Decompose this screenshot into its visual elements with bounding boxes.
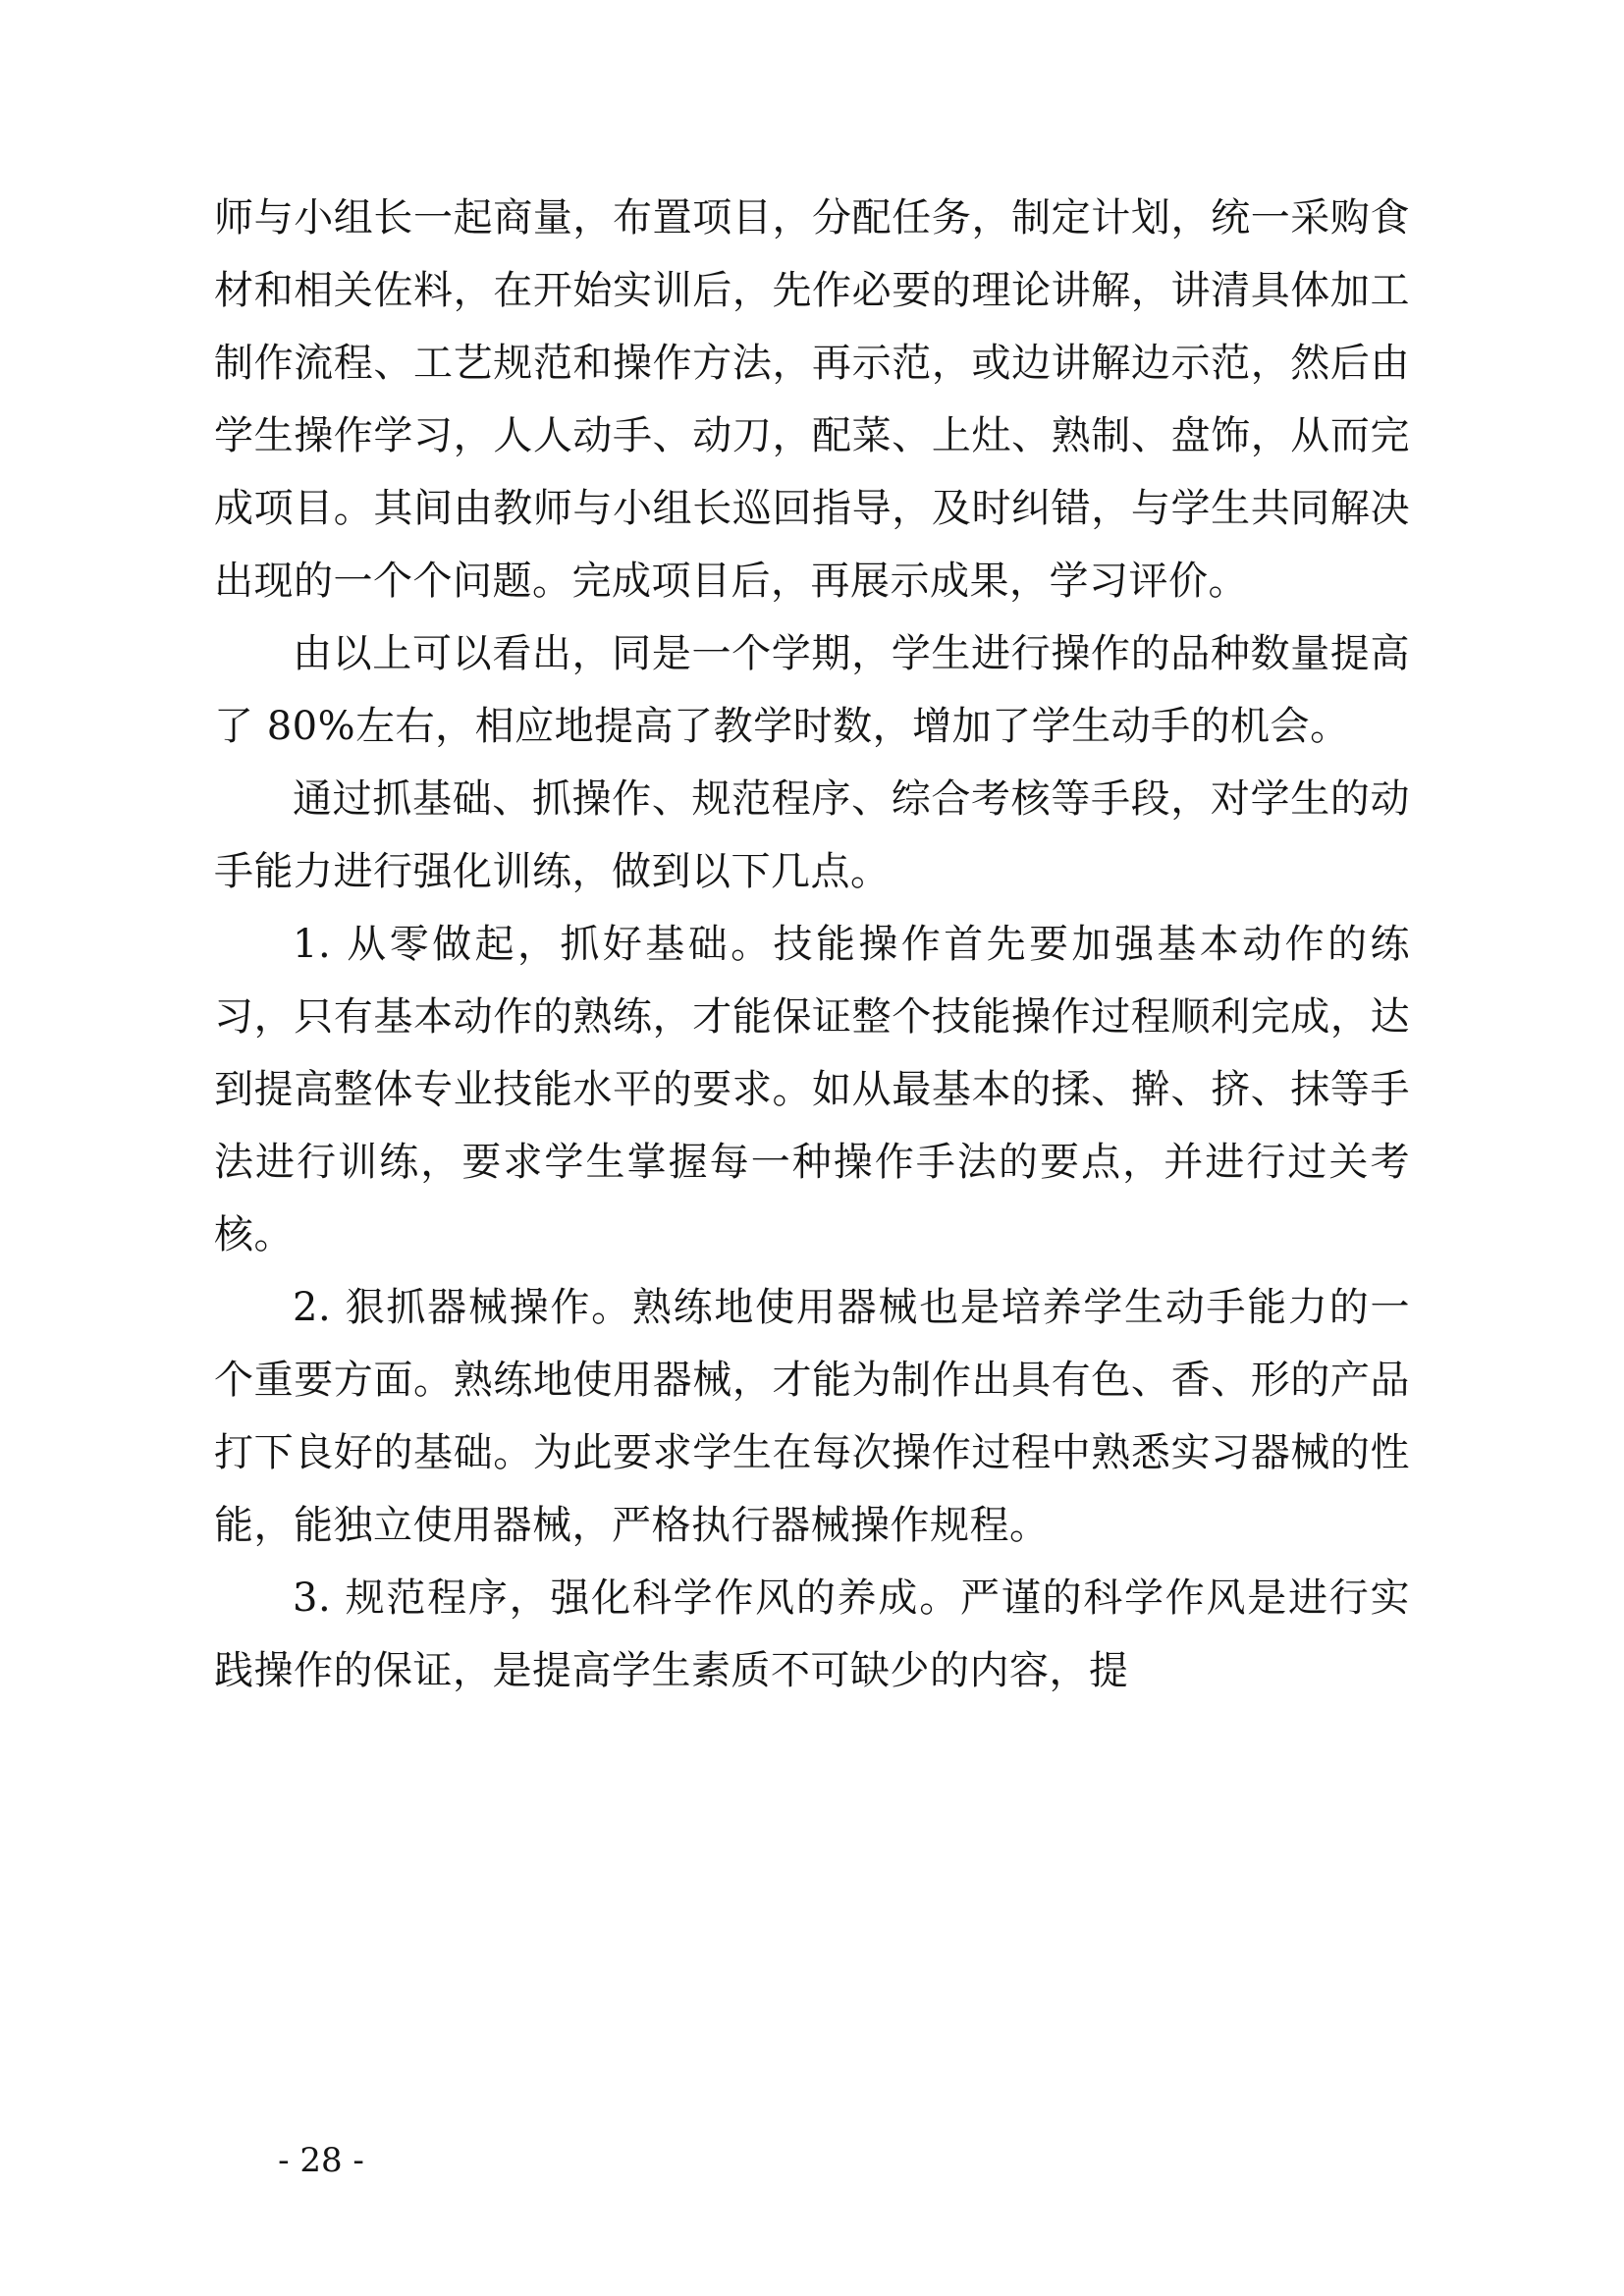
page-body — [214, 182, 1410, 1707]
paragraph-item-1: 1. 从零做起，抓好基础。技能操作首先要加强基本动作的练习，只有基本动作的熟练，才能保证整个技能操作过程顺利完成，达到提高整体专业技能水平的要求。如从最基本的揉、擀、挤、抹等手法进行训练，要求学生掌握每一种操作手法的要点，并进行过关考核。 — [214, 922, 1410, 1257]
paragraph-continuation: 师与小组长一起商量，布置项目，分配任务，制定计划，统一采购食材和相关佐料，在开始实训后，先作必要的理论讲解，讲清具体加工制作流程、工艺规范和操作方法，再示范，或边讲解边示范，然后由学生操作学习，人人动手、动刀，配菜、上灶、熟制、盘饰，从而完成项目。其间由教师与小组长巡回指导，及时纠错，与学生共同解决出现的一个个问题。完成项目后，再展示成果，学习评价。 — [214, 195, 1410, 604]
paragraph-summary: 由以上可以看出，同是一个学期，学生进行操作的品种数量提高了 80%左右，相应地提高了教学时数，增加了学生动手的机会。 — [214, 631, 1410, 749]
page-footer — [0, 2141, 1624, 2180]
paragraph-methods-intro: 通过抓基础、抓操作、规范程序、综合考核等手段，对学生的动手能力进行强化训练，做到以下几点。 — [214, 776, 1410, 894]
paragraph-item-3: 3. 规范程序，强化科学作风的养成。严谨的科学作风是进行实践操作的保证，是提高学生素质不可缺少的内容，提 — [214, 1575, 1410, 1693]
page-number: - 28 - — [278, 2141, 364, 2180]
paragraph-item-2: 2. 狠抓器械操作。熟练地使用器械也是培养学生动手能力的一个重要方面。熟练地使用器械，才能为制作出具有色、香、形的产品打下良好的基础。为此要求学生在每次操作过程中熟悉实习器械的性能，能独立使用器械，严格执行器械操作规程。 — [214, 1285, 1410, 1548]
